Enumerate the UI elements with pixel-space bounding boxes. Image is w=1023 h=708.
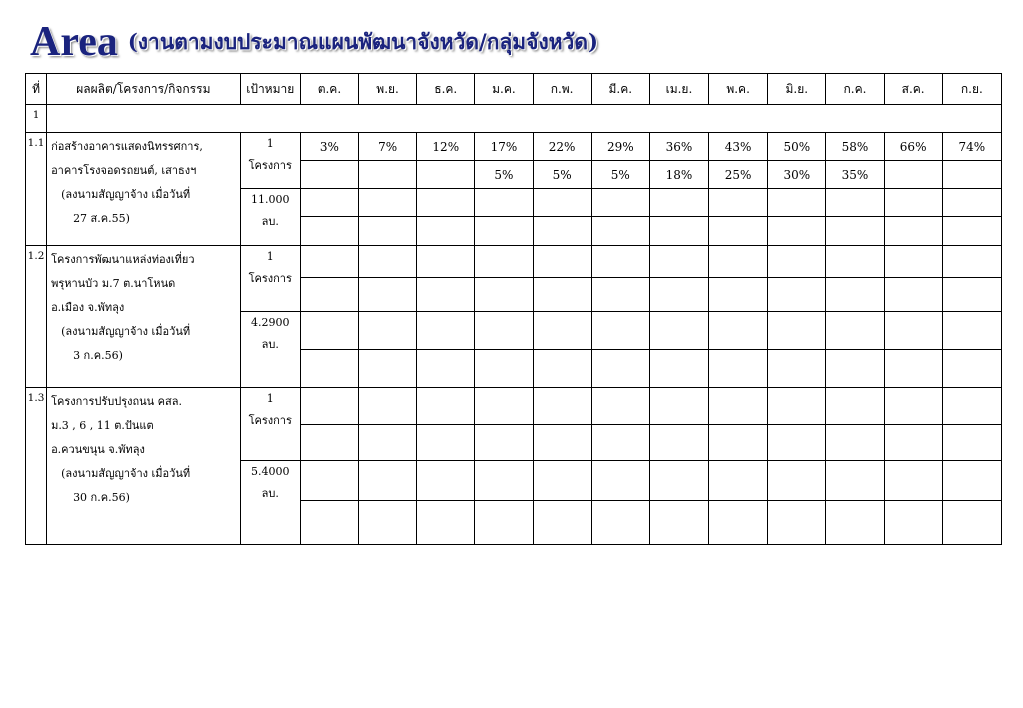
month-cell <box>942 388 1001 425</box>
description-line: 30 ก.ค.56) <box>73 491 130 504</box>
month-cell <box>649 350 708 388</box>
header-month: ก.พ. <box>533 74 591 105</box>
month-cell <box>709 388 768 425</box>
month-cell <box>300 388 358 425</box>
header-month: มิ.ย. <box>768 74 826 105</box>
month-cell <box>591 425 649 461</box>
month-cell <box>591 246 649 278</box>
month-cell <box>533 312 591 350</box>
month-cell <box>417 278 475 312</box>
month-cell <box>768 501 826 545</box>
header-month: ม.ค. <box>475 74 533 105</box>
month-cell <box>533 425 591 461</box>
month-cell <box>591 278 649 312</box>
project-row <box>26 388 1002 425</box>
project-description <box>47 388 241 545</box>
month-cell <box>768 461 826 501</box>
header-month: พ.ย. <box>359 74 417 105</box>
month-cell: 58% <box>826 133 884 161</box>
description-line: ก่อสร้างอาคารแสดงนิทรรศการ, <box>51 140 203 153</box>
month-cell <box>884 278 942 312</box>
month-cell <box>300 350 358 388</box>
budget-amount: 4.2900 <box>250 316 290 329</box>
month-cell <box>942 312 1001 350</box>
description-line: (ลงนามสัญญาจ้าง เมื่อวันที่ <box>61 325 191 338</box>
month-cell <box>942 461 1001 501</box>
project-row <box>26 246 1002 278</box>
description-line: (ลงนามสัญญาจ้าง เมื่อวันที่ <box>61 188 191 201</box>
month-cell <box>417 246 475 278</box>
month-cell <box>417 350 475 388</box>
month-cell <box>359 246 417 278</box>
month-cell <box>649 501 708 545</box>
month-cell: 50% <box>768 133 826 161</box>
header-month: ต.ค. <box>300 74 358 105</box>
header-product: ผลผลิต/โครงการ/กิจกรรม <box>47 74 241 105</box>
month-cell <box>359 350 417 388</box>
header-row <box>26 74 1002 105</box>
month-cell <box>300 217 358 246</box>
month-cell <box>300 278 358 312</box>
month-cell: 5% <box>591 161 649 189</box>
month-cell <box>417 189 475 217</box>
month-cell <box>649 217 708 246</box>
project-budget <box>240 189 300 246</box>
month-cell <box>359 278 417 312</box>
month-cell <box>475 312 533 350</box>
month-cell: 29% <box>591 133 649 161</box>
description-line: (ลงนามสัญญาจ้าง เมื่อวันที่ <box>61 467 191 480</box>
description-line: อ.เมือง จ.พัทลุง <box>51 301 125 314</box>
month-cell <box>768 278 826 312</box>
project-description <box>47 246 241 388</box>
project-target <box>240 133 300 189</box>
month-cell: 22% <box>533 133 591 161</box>
month-cell: 30% <box>768 161 826 189</box>
month-cell <box>533 217 591 246</box>
month-cell <box>300 312 358 350</box>
month-cell <box>649 461 708 501</box>
month-cell: 35% <box>826 161 884 189</box>
header-target: เป้าหมาย <box>240 74 300 105</box>
month-cell <box>475 246 533 278</box>
month-cell <box>649 425 708 461</box>
project-number: 1.2 <box>26 246 47 388</box>
target-unit: โครงการ <box>248 159 292 172</box>
month-cell <box>649 388 708 425</box>
month-cell <box>475 425 533 461</box>
section-row <box>26 105 1002 133</box>
month-cell <box>826 501 884 545</box>
month-cell <box>942 189 1001 217</box>
target-quantity: 1 <box>266 137 274 150</box>
month-cell <box>884 246 942 278</box>
month-cell: 25% <box>709 161 768 189</box>
budget-unit: ลบ. <box>261 338 279 351</box>
header-month: ก.ย. <box>942 74 1001 105</box>
month-cell <box>709 189 768 217</box>
month-cell <box>884 461 942 501</box>
month-cell <box>475 278 533 312</box>
month-cell <box>884 312 942 350</box>
month-cell <box>942 425 1001 461</box>
month-cell <box>768 312 826 350</box>
month-cell <box>591 217 649 246</box>
month-cell <box>884 161 942 189</box>
title-subtitle: (งานตามงบประมาณแผนพัฒนาจังหวัด/กลุ่มจังหวัด) <box>127 29 598 54</box>
month-cell <box>942 278 1001 312</box>
month-cell <box>826 246 884 278</box>
month-cell: 5% <box>533 161 591 189</box>
month-cell <box>884 425 942 461</box>
month-cell <box>826 189 884 217</box>
month-cell <box>649 189 708 217</box>
month-cell: 18% <box>649 161 708 189</box>
month-cell <box>359 388 417 425</box>
budget-amount: 11.000 <box>250 193 290 206</box>
month-cell <box>591 189 649 217</box>
month-cell: 36% <box>649 133 708 161</box>
description-line: 3 ก.ค.56) <box>73 349 123 362</box>
month-cell <box>591 312 649 350</box>
month-cell: 17% <box>475 133 533 161</box>
project-budget <box>240 312 300 388</box>
month-cell <box>475 350 533 388</box>
header-no: ที่ <box>26 74 47 105</box>
month-cell <box>884 501 942 545</box>
month-cell <box>709 217 768 246</box>
budget-amount: 5.4000 <box>250 465 290 478</box>
month-cell <box>475 388 533 425</box>
plan-table <box>25 73 1002 545</box>
month-cell <box>417 461 475 501</box>
month-cell <box>709 246 768 278</box>
project-budget <box>240 461 300 545</box>
description-line: ม.3 , 6 , 11 ต.ปันแต <box>51 419 154 432</box>
month-cell <box>942 161 1001 189</box>
month-cell <box>884 189 942 217</box>
month-cell <box>533 278 591 312</box>
month-cell <box>826 350 884 388</box>
title-main: Area <box>30 19 118 65</box>
month-cell <box>533 461 591 501</box>
month-cell <box>300 425 358 461</box>
month-cell <box>591 461 649 501</box>
month-cell <box>417 388 475 425</box>
month-cell <box>649 278 708 312</box>
month-cell <box>533 189 591 217</box>
project-row <box>26 133 1002 161</box>
month-cell <box>359 161 417 189</box>
month-cell <box>533 388 591 425</box>
month-cell <box>417 501 475 545</box>
month-cell <box>533 350 591 388</box>
month-cell <box>768 189 826 217</box>
month-cell: 5% <box>475 161 533 189</box>
month-cell <box>709 278 768 312</box>
month-cell <box>359 312 417 350</box>
month-cell <box>884 350 942 388</box>
month-cell <box>942 501 1001 545</box>
month-cell: 12% <box>417 133 475 161</box>
month-cell <box>591 501 649 545</box>
month-cell <box>649 312 708 350</box>
month-cell <box>300 501 358 545</box>
description-line: อาคารโรงจอดรถยนต์, เสาธงฯ <box>51 164 197 177</box>
month-cell <box>359 501 417 545</box>
month-cell <box>709 350 768 388</box>
month-cell <box>826 278 884 312</box>
month-cell <box>709 312 768 350</box>
month-cell <box>768 350 826 388</box>
project-description <box>47 133 241 246</box>
month-cell <box>591 388 649 425</box>
month-cell <box>417 217 475 246</box>
project-number: 1.1 <box>26 133 47 246</box>
month-cell: 74% <box>942 133 1001 161</box>
month-cell: 66% <box>884 133 942 161</box>
month-cell <box>417 425 475 461</box>
description-line: 27 ส.ค.55) <box>73 212 130 225</box>
month-cell <box>300 461 358 501</box>
month-cell <box>417 161 475 189</box>
month-cell <box>300 189 358 217</box>
month-cell <box>884 388 942 425</box>
header-month: พ.ค. <box>709 74 768 105</box>
header-month: มี.ค. <box>591 74 649 105</box>
month-cell <box>475 501 533 545</box>
month-cell <box>768 425 826 461</box>
month-cell <box>942 350 1001 388</box>
month-cell <box>709 501 768 545</box>
month-cell <box>300 246 358 278</box>
month-cell <box>475 189 533 217</box>
month-cell: 7% <box>359 133 417 161</box>
month-cell <box>709 461 768 501</box>
header-month: ส.ค. <box>884 74 942 105</box>
month-cell: 3% <box>300 133 358 161</box>
description-line: พรุหานบัว ม.7 ต.นาโหนด <box>51 277 176 290</box>
target-quantity: 1 <box>266 392 274 405</box>
month-cell: 43% <box>709 133 768 161</box>
project-target <box>240 388 300 461</box>
month-cell <box>649 246 708 278</box>
budget-unit: ลบ. <box>261 215 279 228</box>
month-cell <box>884 217 942 246</box>
month-cell <box>359 461 417 501</box>
target-unit: โครงการ <box>248 272 292 285</box>
description-line: โครงการพัฒนาแหล่งท่องเที่ยว <box>51 253 195 266</box>
month-cell <box>359 217 417 246</box>
header-month: ก.ค. <box>826 74 884 105</box>
description-line: อ.ควนขนุน จ.พัทลุง <box>51 443 145 456</box>
month-cell <box>826 217 884 246</box>
month-cell <box>826 312 884 350</box>
month-cell <box>768 388 826 425</box>
month-cell <box>942 217 1001 246</box>
target-unit: โครงการ <box>248 414 292 427</box>
description-line: โครงการปรับปรุงถนน คสล. <box>51 395 182 408</box>
month-cell <box>475 461 533 501</box>
month-cell <box>826 388 884 425</box>
month-cell <box>942 246 1001 278</box>
month-cell <box>768 217 826 246</box>
month-cell <box>533 501 591 545</box>
month-cell <box>300 161 358 189</box>
month-cell <box>533 246 591 278</box>
month-cell <box>591 350 649 388</box>
section-number: 1 <box>26 105 47 133</box>
target-quantity: 1 <box>266 250 274 263</box>
month-cell <box>417 312 475 350</box>
header-month: ธ.ค. <box>417 74 475 105</box>
month-cell <box>826 425 884 461</box>
project-number: 1.3 <box>26 388 47 545</box>
header-month: เม.ย. <box>649 74 708 105</box>
month-cell <box>359 189 417 217</box>
month-cell <box>359 425 417 461</box>
budget-unit: ลบ. <box>261 487 279 500</box>
month-cell <box>709 425 768 461</box>
month-cell <box>826 461 884 501</box>
page-title <box>30 18 598 66</box>
project-target <box>240 246 300 312</box>
month-cell <box>475 217 533 246</box>
section-blank <box>47 105 1002 133</box>
month-cell <box>768 246 826 278</box>
